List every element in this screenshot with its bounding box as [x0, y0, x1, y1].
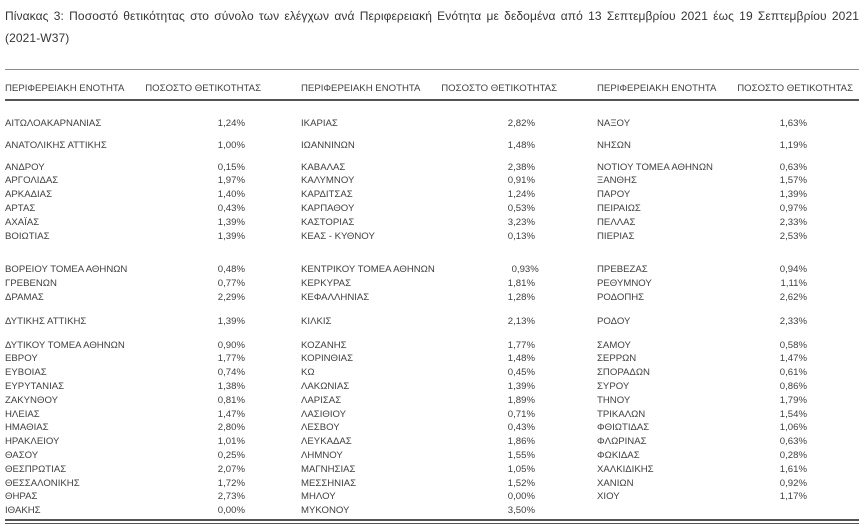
positivity-value-cell: 1,89% — [507, 394, 535, 406]
table-row — [5, 277, 859, 291]
table-row — [5, 339, 859, 353]
region-name-cell: ΙΚΑΡΙΑΣ — [301, 118, 338, 129]
table-row — [5, 435, 859, 449]
region-name-cell: ΕΥΒΟΙΑΣ — [5, 367, 47, 379]
table-row — [5, 315, 859, 329]
region-pair — [597, 202, 859, 216]
table-row — [5, 449, 859, 463]
region-pair — [597, 315, 859, 329]
region-name-cell: ΜΑΓΝΗΣΙΑΣ — [301, 463, 356, 475]
positivity-value-cell — [727, 504, 859, 518]
region-name-cell: ΡΕΘΥΜΝΟΥ — [597, 278, 652, 290]
region-pair — [301, 408, 563, 422]
positivity-value-cell: 1,24% — [507, 189, 535, 201]
region-name-cell: ΑΡΤΑΣ — [5, 202, 36, 214]
region-pair — [301, 380, 563, 394]
positivity-value-cell: 1,72% — [217, 477, 245, 489]
region-name-cell: ΣΥΡΟΥ — [597, 380, 630, 392]
region-pair — [301, 421, 563, 435]
region-name-cell: ΛΕΣΒΟΥ — [301, 422, 340, 434]
region-name-cell: ΑΙΤΩΛΟΑΚΑΡΝΑΝΙΑΣ — [5, 118, 102, 129]
region-name-cell: ΒΟΡΕΙΟΥ ΤΟΜΕΑ ΑΘΗΝΩΝ — [5, 264, 128, 276]
region-pair — [5, 435, 267, 449]
positivity-value-cell: 2,73% — [217, 491, 245, 503]
column-header-positivity: ΠΟΣΟΣΤΟ ΘΕΤΙΚΟΤΗΤΑΣ — [441, 83, 557, 94]
region-pair — [301, 277, 563, 291]
region-name-cell: ΚΕΝΤΡΙΚΟΥ ΤΟΜΕΑ ΑΘΗΝΩΝ — [301, 264, 435, 276]
region-pair — [5, 352, 267, 366]
region-name-cell: ΚΟΖΑΝΗΣ — [301, 339, 347, 351]
region-name-cell: ΦΩΚΙΔΑΣ — [597, 449, 640, 461]
region-pair — [301, 463, 563, 477]
table-row — [5, 366, 859, 380]
region-pair — [301, 230, 563, 244]
region-pair — [5, 277, 267, 291]
region-pair — [5, 504, 267, 518]
positivity-value-cell: 1,01% — [217, 436, 245, 448]
region-pair — [597, 366, 859, 380]
region-pair — [301, 366, 563, 380]
table-caption: Πίνακας 3: Ποσοστό θετικότητας στο σύνολο των ελέγχων ανά Περιφερειακή Ενότητα με δεδομένα από 13 Σεπτεμβρίου 2021 έως 19 Σεπτεμβρίου 2021 (2021-W37) — [5, 9, 859, 45]
region-pair — [301, 435, 563, 449]
region-name-cell: ΚΩ — [301, 367, 315, 379]
positivity-value-cell: 2,33% — [779, 216, 807, 228]
table-header-row — [5, 82, 859, 101]
region-name-cell: ΠΙΕΡΙΑΣ — [597, 230, 635, 242]
positivity-value-cell: 1,19% — [779, 139, 807, 151]
positivity-value-cell: 0,90% — [217, 339, 245, 351]
positivity-value-cell: 1,39% — [217, 216, 245, 228]
region-name-cell: ΚΕΡΚΥΡΑΣ — [301, 278, 352, 290]
region-pair — [5, 174, 267, 188]
region-pair — [597, 139, 859, 153]
positivity-value-cell: 1,11% — [780, 278, 807, 290]
region-name-cell: ΛΕΥΚΑΔΑΣ — [301, 436, 352, 448]
column-header-region: ΠΕΡΙΦΕΡΕΙΑΚΗ ΕΝΟΤΗΤΑ — [597, 83, 717, 94]
positivity-value-cell: 0,25% — [217, 449, 245, 461]
region-pair — [5, 263, 267, 277]
region-name-cell: ΖΑΚΥΝΘΟΥ — [5, 394, 58, 406]
positivity-value-cell: 1,86% — [507, 436, 535, 448]
region-name-cell: ΗΜΑΘΙΑΣ — [5, 422, 49, 434]
region-name-cell: ΑΡΓΟΛΙΔΑΣ — [5, 175, 59, 187]
positivity-value-cell: 1,39% — [507, 380, 535, 392]
positivity-value-cell: 1,63% — [779, 118, 807, 129]
region-pair — [5, 366, 267, 380]
region-pair — [5, 202, 267, 216]
positivity-value-cell: 2,62% — [779, 291, 807, 303]
region-pair — [301, 394, 563, 408]
region-pair — [597, 490, 859, 504]
region-name-cell: ΠΕΙΡΑΙΩΣ — [597, 202, 641, 214]
region-pair — [301, 352, 563, 366]
region-pair — [301, 477, 563, 491]
region-pair — [301, 490, 563, 504]
positivity-value-cell: 2,38% — [507, 161, 535, 173]
region-name-cell: ΡΟΔΟΥ — [597, 315, 631, 327]
region-pair — [5, 188, 267, 202]
positivity-value-cell: 1,24% — [217, 118, 245, 129]
region-pair — [597, 277, 859, 291]
table-row — [5, 216, 859, 230]
positivity-value-cell: 2,53% — [779, 230, 807, 242]
positivity-value-cell: 0,43% — [507, 422, 535, 434]
region-name-cell: ΠΑΡΟΥ — [597, 189, 631, 201]
region-pair — [597, 394, 859, 408]
positivity-value-cell: 1,79% — [779, 394, 807, 406]
positivity-value-cell: 2,80% — [217, 422, 245, 434]
positivity-value-cell: 1,39% — [779, 189, 807, 201]
region-pair — [5, 490, 267, 504]
positivity-value-cell: 0,63% — [779, 436, 807, 448]
region-pair — [597, 477, 859, 491]
positivity-value-cell: 1,47% — [779, 353, 807, 365]
region-pair — [5, 139, 267, 153]
region-pair — [301, 504, 563, 518]
positivity-value-cell: 1,06% — [779, 422, 807, 434]
region-name-cell: ΧΑΝΙΩΝ — [597, 477, 634, 489]
region-name-cell: ΙΘΑΚΗΣ — [5, 505, 41, 517]
positivity-value-cell: 1,47% — [217, 408, 245, 420]
region-name-cell: ΣΠΟΡΑΔΩΝ — [597, 367, 650, 379]
region-pair — [301, 216, 563, 230]
positivity-value-cell: 0,00% — [507, 491, 535, 503]
region-name-cell: ΚΕΑΣ - ΚΥΘΝΟΥ — [301, 230, 375, 242]
region-name-cell: ΚΙΛΚΙΣ — [301, 315, 332, 327]
column-header-region: ΠΕΡΙΦΕΡΕΙΑΚΗ ΕΝΟΤΗΤΑ — [301, 83, 421, 94]
table-row — [5, 408, 859, 422]
region-name-cell: ΚΑΣΤΟΡΙΑΣ — [301, 216, 355, 228]
region-name-cell: ΧΙΟΥ — [597, 491, 620, 503]
region-pair — [301, 117, 563, 131]
region-name-cell: ΗΡΑΚΛΕΙΟΥ — [5, 436, 60, 448]
table-row — [5, 291, 859, 305]
region-pair — [5, 216, 267, 230]
positivity-value-cell: 1,17% — [779, 491, 807, 503]
positivity-value-cell: 0,74% — [217, 367, 245, 379]
column-header-positivity: ΠΟΣΟΣΤΟ ΘΕΤΙΚΟΤΗΤΑΣ — [145, 83, 261, 94]
header-pair — [5, 82, 267, 96]
region-pair — [597, 339, 859, 353]
region-name-cell: ΜΕΣΣΗΝΙΑΣ — [301, 477, 357, 489]
positivity-value-cell: 1,81% — [507, 278, 535, 290]
positivity-value-cell: 0,71% — [507, 408, 535, 420]
region-name-cell: ΘΗΡΑΣ — [5, 491, 38, 503]
region-pair — [597, 352, 859, 366]
positivity-value-cell: 0,00% — [217, 505, 245, 517]
table-row — [5, 380, 859, 394]
positivity-value-cell: 0,77% — [217, 278, 245, 290]
table-row — [5, 490, 859, 504]
region-pair — [597, 188, 859, 202]
region-pair — [301, 449, 563, 463]
table-bottom-rule — [5, 519, 859, 524]
positivity-value-cell: 3,23% — [507, 216, 535, 228]
region-pair — [5, 408, 267, 422]
region-pair — [597, 174, 859, 188]
region-name-cell: ΛΗΜΝΟΥ — [301, 449, 343, 461]
region-name-cell: ΚΕΦΑΛΛΗΝΙΑΣ — [301, 291, 370, 303]
region-name-cell: ΞΑΝΘΗΣ — [597, 175, 637, 187]
region-name-cell: ΔΥΤΙΚΟΥ ΤΟΜΕΑ ΑΘΗΝΩΝ — [5, 339, 125, 351]
positivity-value-cell: 2,29% — [217, 291, 245, 303]
region-pair — [301, 161, 563, 175]
positivity-value-cell: 1,57% — [779, 175, 807, 187]
positivity-value-cell: 1,97% — [217, 175, 245, 187]
table-row — [5, 263, 859, 277]
region-name-cell: ΓΡΕΒΕΝΩΝ — [5, 278, 57, 290]
table-row — [5, 230, 859, 244]
region-name-cell: ΦΘΙΩΤΙΔΑΣ — [597, 422, 650, 434]
region-pair — [301, 174, 563, 188]
column-header-positivity: ΠΟΣΟΣΤΟ ΘΕΤΙΚΟΤΗΤΑΣ — [737, 83, 853, 94]
region-name-cell: ΠΡΕΒΕΖΑΣ — [597, 264, 648, 276]
table-row — [5, 394, 859, 408]
region-pair — [597, 380, 859, 394]
table-row — [5, 421, 859, 435]
positivity-value-cell: 0,58% — [779, 339, 807, 351]
region-pair — [301, 291, 563, 305]
region-pair — [301, 202, 563, 216]
region-name-cell: ΠΕΛΛΑΣ — [597, 216, 636, 228]
positivity-value-cell: 2,33% — [779, 315, 807, 327]
positivity-value-cell: 1,77% — [507, 339, 535, 351]
positivity-value-cell: 0,43% — [217, 202, 245, 214]
region-name-cell: ΑΡΚΑΔΙΑΣ — [5, 189, 52, 201]
positivity-value-cell: 0,92% — [779, 477, 807, 489]
region-name-cell: ΘΕΣΣΑΛΟΝΙΚΗΣ — [5, 477, 80, 489]
table-row — [5, 174, 859, 188]
region-name-cell: ΣΕΡΡΩΝ — [597, 353, 637, 365]
region-name-cell: ΕΥΡΥΤΑΝΙΑΣ — [5, 380, 65, 392]
region-pair — [597, 421, 859, 435]
positivity-value-cell: 0,61% — [779, 367, 807, 379]
region-name-cell: ΛΑΚΩΝΙΑΣ — [301, 380, 350, 392]
region-name-cell: ΣΑΜΟΥ — [597, 339, 631, 351]
region-name-cell: ΚΑΡΔΙΤΣΑΣ — [301, 189, 353, 201]
positivity-value-cell: 0,53% — [507, 202, 535, 214]
positivity-value-cell: 1,00% — [217, 139, 245, 151]
region-pair — [5, 394, 267, 408]
region-pair — [301, 315, 563, 329]
header-pair — [301, 82, 563, 96]
positivity-value-cell: 0,91% — [507, 175, 535, 187]
table-row — [5, 463, 859, 477]
region-name-cell: ΚΑΛΥΜΝΟΥ — [301, 175, 355, 187]
region-pair — [5, 117, 267, 131]
positivity-value-cell: 0,93% — [511, 264, 539, 276]
positivity-value-cell: 2,82% — [507, 118, 535, 129]
positivity-value-cell: 1,54% — [779, 408, 807, 420]
region-name-cell: ΗΛΕΙΑΣ — [5, 408, 40, 420]
positivity-value-cell: 1,77% — [217, 353, 245, 365]
region-pair — [5, 161, 267, 175]
region-name-cell: ΜΗΛΟΥ — [301, 491, 336, 503]
positivity-value-cell: 1,55% — [507, 449, 535, 461]
region-name-cell: ΕΒΡΟΥ — [5, 353, 38, 365]
region-name-cell: ΚΟΡΙΝΘΙΑΣ — [301, 353, 354, 365]
positivity-value-cell: 0,15% — [217, 161, 245, 173]
positivity-value-cell: 0,86% — [779, 380, 807, 392]
header-pair — [597, 82, 859, 96]
region-pair — [301, 339, 563, 353]
region-name-cell — [597, 504, 727, 518]
positivity-value-cell: 0,94% — [779, 264, 807, 276]
region-pair — [301, 263, 563, 277]
region-name-cell: ΒΟΙΩΤΙΑΣ — [5, 230, 50, 242]
region-pair — [597, 161, 859, 175]
region-name-cell: ΝΗΣΩΝ — [597, 139, 631, 151]
column-header-region: ΠΕΡΙΦΕΡΕΙΑΚΗ ΕΝΟΤΗΤΑ — [5, 83, 125, 94]
positivity-value-cell: 1,38% — [217, 380, 245, 392]
region-pair — [301, 139, 563, 153]
region-name-cell: ΑΧΑΪΑΣ — [5, 216, 40, 228]
positivity-value-cell: 0,28% — [779, 449, 807, 461]
region-pair — [597, 216, 859, 230]
region-pair — [597, 117, 859, 131]
positivity-value-cell: 1,61% — [779, 463, 807, 475]
positivity-value-cell: 3,50% — [507, 505, 535, 517]
region-pair — [5, 380, 267, 394]
table-row — [5, 139, 859, 153]
table-row — [5, 352, 859, 366]
region-name-cell: ΜΥΚΟΝΟΥ — [301, 505, 350, 517]
region-name-cell: ΤΗΝΟΥ — [597, 394, 631, 406]
region-pair — [5, 230, 267, 244]
region-pair — [5, 291, 267, 305]
positivity-value-cell: 0,63% — [779, 161, 807, 173]
region-pair — [597, 435, 859, 449]
table-top-rule — [5, 69, 859, 70]
region-name-cell: ΝΑΞΟΥ — [597, 118, 631, 129]
table-row — [5, 161, 859, 175]
region-name-cell: ΛΑΡΙΣΑΣ — [301, 394, 342, 406]
positivity-value-cell: 0,45% — [507, 367, 535, 379]
positivity-value-cell: 2,13% — [507, 315, 535, 327]
region-pair — [5, 315, 267, 329]
table-row — [5, 477, 859, 491]
region-name-cell: ΑΝΑΤΟΛΙΚΗΣ ΑΤΤΙΚΗΣ — [5, 139, 107, 151]
table-row — [5, 202, 859, 216]
positivity-value-cell: 0,97% — [779, 202, 807, 214]
region-pair — [5, 463, 267, 477]
table-row — [5, 117, 859, 131]
positivity-value-cell: 0,48% — [217, 264, 245, 276]
region-name-cell: ΤΡΙΚΑΛΩΝ — [597, 408, 646, 420]
positivity-value-cell: 0,81% — [217, 394, 245, 406]
positivity-value-cell: 1,28% — [507, 291, 535, 303]
region-name-cell: ΔΡΑΜΑΣ — [5, 291, 44, 303]
positivity-value-cell: 2,07% — [217, 463, 245, 475]
region-pair — [5, 449, 267, 463]
region-pair — [597, 230, 859, 244]
region-name-cell: ΦΛΩΡΙΝΑΣ — [597, 436, 647, 448]
region-name-cell: ΔΥΤΙΚΗΣ ΑΤΤΙΚΗΣ — [5, 315, 87, 327]
table-row — [5, 188, 859, 202]
region-name-cell: ΑΝΔΡΟΥ — [5, 161, 45, 173]
region-pair — [5, 477, 267, 491]
region-name-cell: ΘΕΣΠΡΩΤΙΑΣ — [5, 463, 67, 475]
region-pair — [597, 291, 859, 305]
region-name-cell: ΧΑΛΚΙΔΙΚΗΣ — [597, 463, 654, 475]
region-name-cell: ΝΟΤΙΟΥ ΤΟΜΕΑ ΑΘΗΝΩΝ — [597, 161, 713, 173]
region-pair — [597, 408, 859, 422]
positivity-value-cell: 0,13% — [507, 230, 535, 242]
region-pair — [597, 504, 859, 518]
region-name-cell: ΛΑΣΙΘΙΟΥ — [301, 408, 347, 420]
region-pair — [597, 263, 859, 277]
region-name-cell: ΙΩΑΝΝΙΝΩΝ — [301, 139, 355, 151]
positivity-value-cell: 1,40% — [217, 189, 245, 201]
region-pair — [5, 421, 267, 435]
positivity-value-cell: 1,39% — [217, 230, 245, 242]
region-pair — [597, 449, 859, 463]
region-name-cell: ΚΑΡΠΑΘΟΥ — [301, 202, 355, 214]
positivity-value-cell: 1,39% — [217, 315, 245, 327]
positivity-value-cell: 1,05% — [507, 463, 535, 475]
table-row — [5, 504, 859, 518]
region-pair — [597, 463, 859, 477]
positivity-value-cell: 1,48% — [507, 353, 535, 365]
positivity-value-cell: 1,48% — [507, 139, 535, 151]
region-pair — [5, 339, 267, 353]
region-name-cell: ΚΑΒΑΛΑΣ — [301, 161, 346, 173]
positivity-value-cell: 1,52% — [507, 477, 535, 489]
region-name-cell: ΡΟΔΟΠΗΣ — [597, 291, 645, 303]
table-body — [5, 117, 859, 518]
region-name-cell: ΘΑΣΟΥ — [5, 449, 39, 461]
region-pair — [301, 188, 563, 202]
